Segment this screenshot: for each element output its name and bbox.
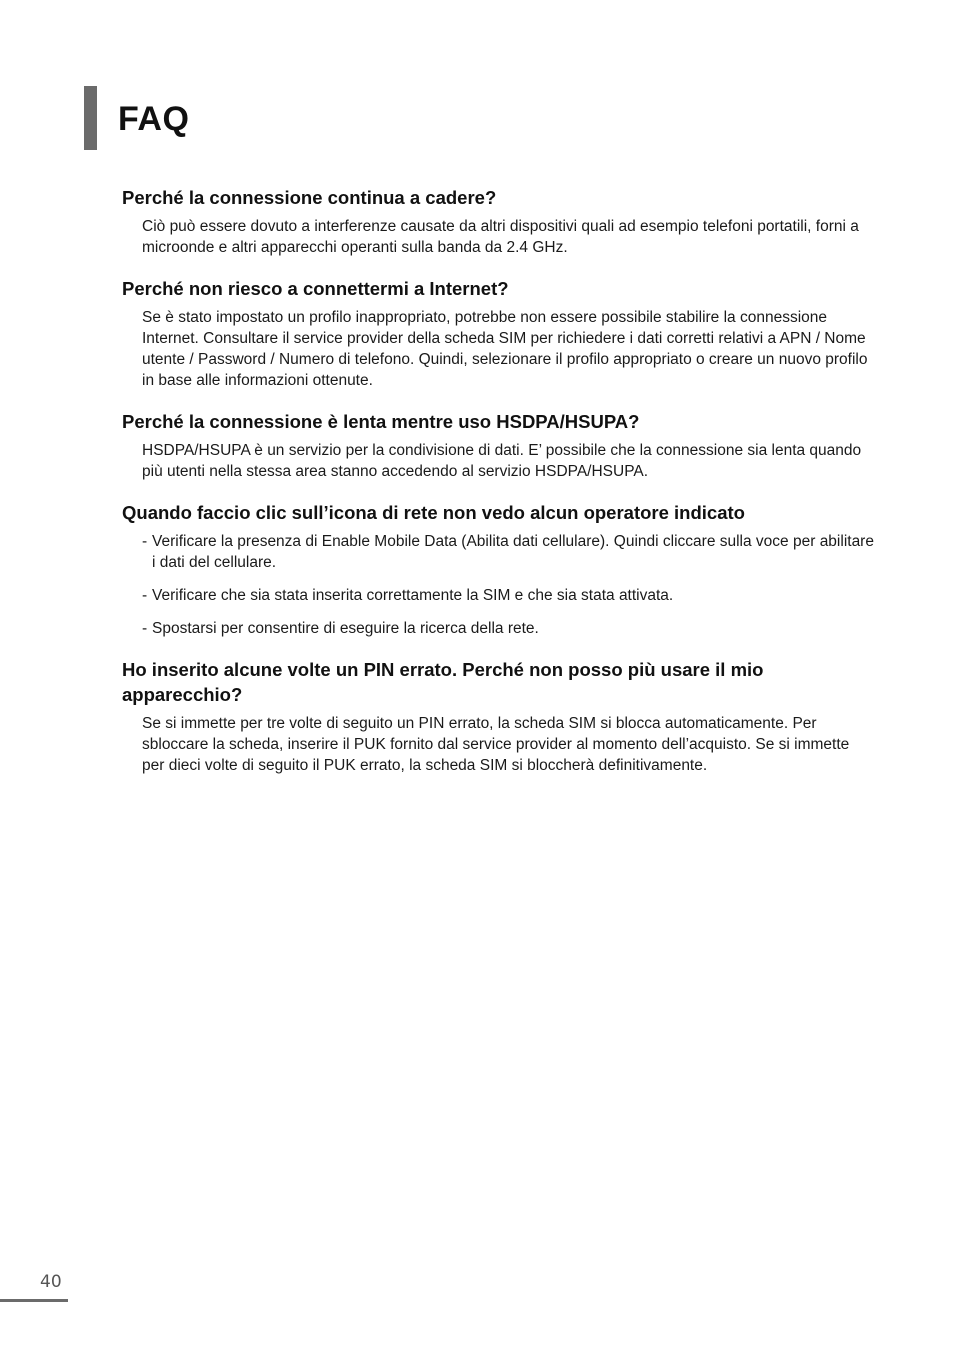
faq-question: Perché non riesco a connettermi a Internet? [122,278,509,299]
faq-item-no-operator [122,500,874,639]
page-number-rule [0,1299,68,1302]
page-title: FAQ [118,100,190,138]
faq-bullet-list [122,531,874,639]
faq-bullet: - Verificare che sia stata inserita correttamente la SIM e che sia stata attivata. [142,585,874,606]
faq-question: Perché la connessione continua a cadere? [122,187,497,208]
faq-question: Quando faccio clic sull’icona di rete non vedo alcun operatore indicato [122,502,745,523]
faq-list [122,185,874,794]
faq-item-connection-drops [122,185,874,258]
faq-answer: Ciò può essere dovuto a interferenze causate da altri dispositivi quali ad esempio telefoni portatili, forni a microonde e altri apparecchi operanti sulla banda da 2.4 GHz. [142,218,859,256]
faq-bullet: - Spostarsi per consentire di eseguire la ricerca della rete. [142,618,874,639]
faq-answer: Se si immette per tre volte di seguito un PIN errato, la scheda SIM si blocca automaticamente. Per sbloccare la scheda, inserire il PUK fornito dal service provider al momento dell’acquisto. Se si immette per dieci volte di seguito il PUK errato, la scheda SIM si bloccherà definitivamente. [142,715,850,774]
faq-item-pin-error [122,657,874,776]
faq-answer: HSDPA/HSUPA è un servizio per la condivisione di dati. E’ possibile che la connessione sia lenta quando più utenti nella stessa area stanno accedendo al servizio HSDPA/HSUPA. [142,442,862,480]
faq-answer: Se è stato impostato un profilo inappropriato, potrebbe non essere possibile stabilire la connessione Internet. Consultare il service provider della scheda SIM per richiedere i dati corretti relativi a APN / Nome utente / Password / Numero di telefono. Quindi, selezionare il profilo appropriato o creare un nuovo profilo in base alle informazioni ottenute. [142,309,868,389]
faq-item-slow-connection [122,409,874,482]
title-accent-bar [84,86,97,150]
page-number: 40 [40,1272,62,1292]
faq-question: Perché la connessione è lenta mentre uso HSDPA/HSUPA? [122,411,640,432]
faq-bullet: - Verificare la presenza di Enable Mobile Data (Abilita dati cellulare). Quindi cliccare sulla voce per abilitare i dati del cellulare. [142,531,874,573]
faq-item-no-internet [122,276,874,391]
faq-question: Ho inserito alcune volte un PIN errato. Perché non posso più usare il mio apparecchio? [122,659,764,705]
